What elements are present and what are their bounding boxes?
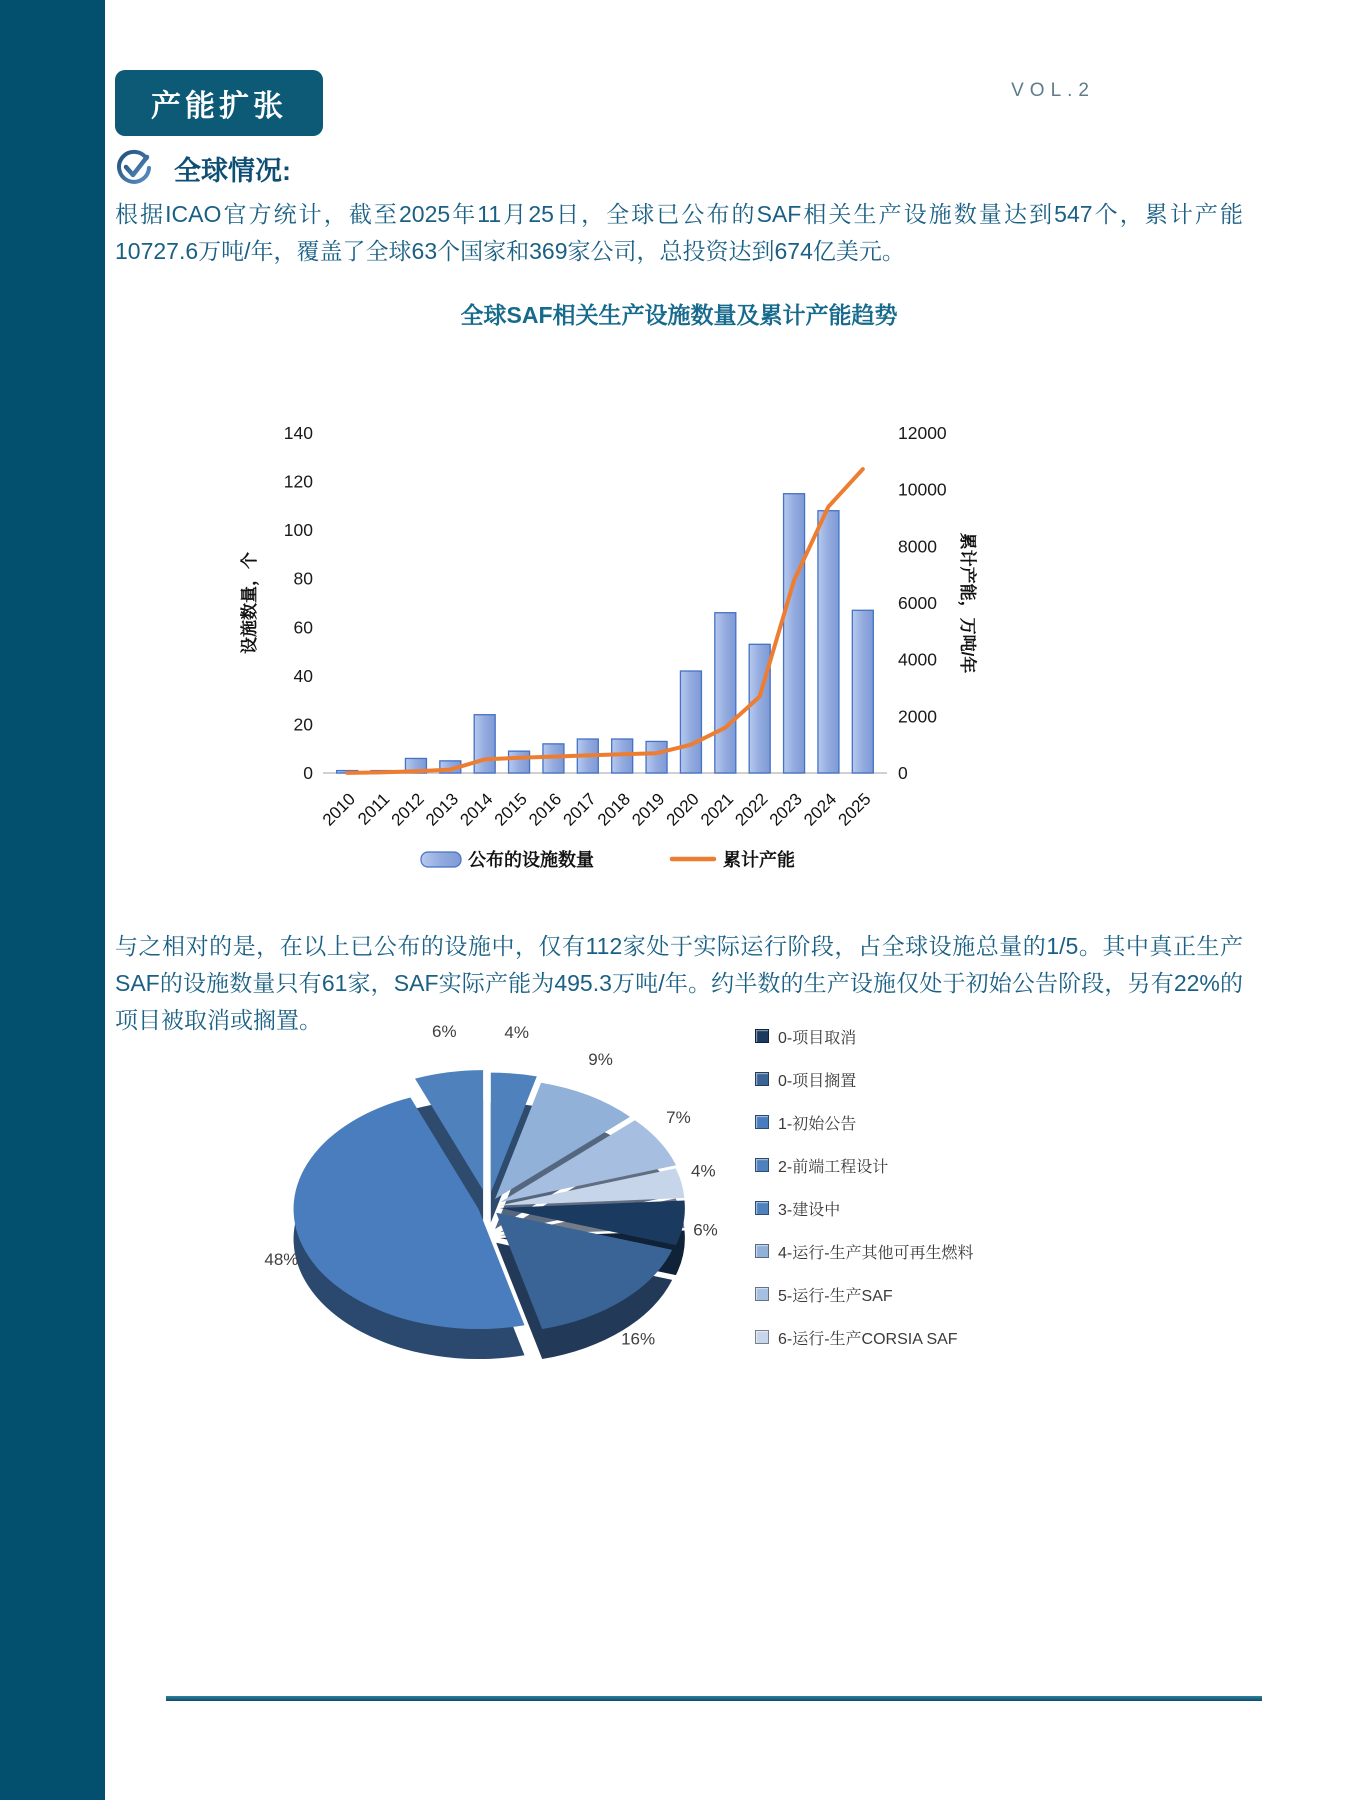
svg-text:7%: 7%: [666, 1107, 691, 1127]
pie-legend-marker: [755, 1029, 769, 1043]
svg-text:2021: 2021: [696, 789, 738, 830]
svg-text:0: 0: [303, 763, 313, 783]
svg-text:120: 120: [283, 471, 313, 492]
svg-text:2014: 2014: [456, 789, 497, 830]
left-accent-strip: [0, 0, 105, 1800]
svg-text:2016: 2016: [525, 789, 566, 830]
pie-legend-marker: [755, 1330, 769, 1344]
pie-legend-item: [755, 1069, 974, 1089]
pie-legend-label: 0-项目搁置: [778, 1072, 857, 1090]
section-header: [112, 146, 291, 190]
pie-legend-label: 4-运行-生产其他可再生燃料: [778, 1244, 974, 1262]
svg-text:2017: 2017: [559, 789, 600, 830]
volume-label: VOL.2: [1011, 80, 1095, 101]
pie-legend-marker: [755, 1158, 769, 1172]
pie-legend-item: [755, 1284, 974, 1304]
svg-text:2018: 2018: [593, 789, 635, 830]
svg-text:累计产能，万吨/年: 累计产能，万吨/年: [958, 532, 977, 674]
svg-text:2022: 2022: [731, 789, 772, 830]
svg-text:2020: 2020: [662, 789, 703, 830]
svg-text:100: 100: [283, 520, 313, 541]
svg-text:2011: 2011: [354, 789, 394, 829]
svg-text:2013: 2013: [421, 789, 463, 830]
pie-legend-label: 0-项目取消: [778, 1029, 857, 1047]
pie-legend-label: 1-初始公告: [778, 1115, 857, 1133]
pie-chart: [238, 1002, 762, 1405]
svg-text:公布的设施数量: 公布的设施数量: [468, 850, 594, 870]
svg-text:0: 0: [898, 763, 908, 783]
svg-text:2024: 2024: [800, 789, 841, 830]
pie-legend-marker: [755, 1201, 769, 1215]
section-title: 全球情况:: [174, 155, 291, 186]
svg-text:2023: 2023: [765, 789, 806, 830]
svg-text:40: 40: [293, 665, 313, 686]
svg-text:4%: 4%: [504, 1022, 529, 1042]
svg-text:16%: 16%: [621, 1329, 656, 1349]
svg-text:20: 20: [293, 714, 313, 735]
pie-legend-marker: [755, 1244, 769, 1258]
svg-text:设施数量，个: 设施数量，个: [240, 552, 259, 654]
combo-chart-title: 全球SAF相关生产设施数量及累计产能趋势: [460, 302, 898, 328]
svg-text:8000: 8000: [898, 536, 937, 557]
pie-legend: [755, 1026, 974, 1370]
svg-text:6000: 6000: [898, 593, 937, 613]
pie-legend-item: [755, 1327, 974, 1347]
pie-legend-marker: [755, 1072, 769, 1086]
svg-text:4000: 4000: [898, 649, 937, 670]
svg-text:2012: 2012: [387, 789, 428, 830]
operations-paragraph: 与之相对的是，在以上已公布的设施中，仅有112家处于实际运行阶段，占全球设施总量的1/5。其中真正生产SAF的设施数量只有61家，SAF实际产能为495.3万吨/年。约半数的生产设施仅处于初始公告阶段，另有22%的项目被取消或搁置。: [115, 933, 1243, 1033]
svg-text:140: 140: [283, 423, 313, 443]
pie-legend-marker: [755, 1115, 769, 1129]
svg-text:2019: 2019: [628, 789, 669, 830]
svg-text:60: 60: [293, 617, 313, 638]
svg-text:累计产能: 累计产能: [723, 850, 795, 870]
pie-legend-item: [755, 1112, 974, 1132]
svg-text:4%: 4%: [691, 1161, 716, 1181]
svg-text:10000: 10000: [898, 479, 947, 500]
combo-chart: [225, 348, 985, 888]
pie-legend-label: 6-运行-生产CORSIA SAF: [778, 1330, 958, 1348]
section-badge: 产能扩张: [115, 70, 323, 136]
pie-legend-item: [755, 1241, 974, 1261]
svg-text:9%: 9%: [588, 1049, 613, 1069]
pie-legend-item: [755, 1155, 974, 1175]
pie-legend-item: [755, 1198, 974, 1218]
footer-divider: [166, 1696, 1262, 1701]
svg-text:2010: 2010: [318, 789, 360, 830]
pie-legend-marker: [755, 1287, 769, 1301]
svg-text:2000: 2000: [898, 706, 937, 727]
svg-text:48%: 48%: [264, 1250, 299, 1270]
svg-text:12000: 12000: [898, 423, 947, 443]
pie-legend-label: 2-前端工程设计: [778, 1158, 889, 1176]
svg-text:80: 80: [293, 568, 313, 589]
check-circle-icon: [112, 146, 156, 190]
pie-legend-item: [755, 1026, 974, 1046]
pie-legend-label: 3-建设中: [778, 1201, 841, 1219]
svg-text:6%: 6%: [693, 1220, 718, 1240]
svg-text:6%: 6%: [432, 1021, 457, 1041]
svg-text:2025: 2025: [834, 789, 875, 830]
global-stats-paragraph: 根据ICAO官方统计，截至2025年11月25日，全球已公布的SAF相关生产设施数量达到547个，累计产能10727.6万吨/年，覆盖了全球63个国家和369家公司，总投资达到674亿美元。: [115, 201, 1243, 264]
pie-legend-label: 5-运行-生产SAF: [778, 1287, 893, 1305]
svg-text:2015: 2015: [490, 789, 531, 830]
